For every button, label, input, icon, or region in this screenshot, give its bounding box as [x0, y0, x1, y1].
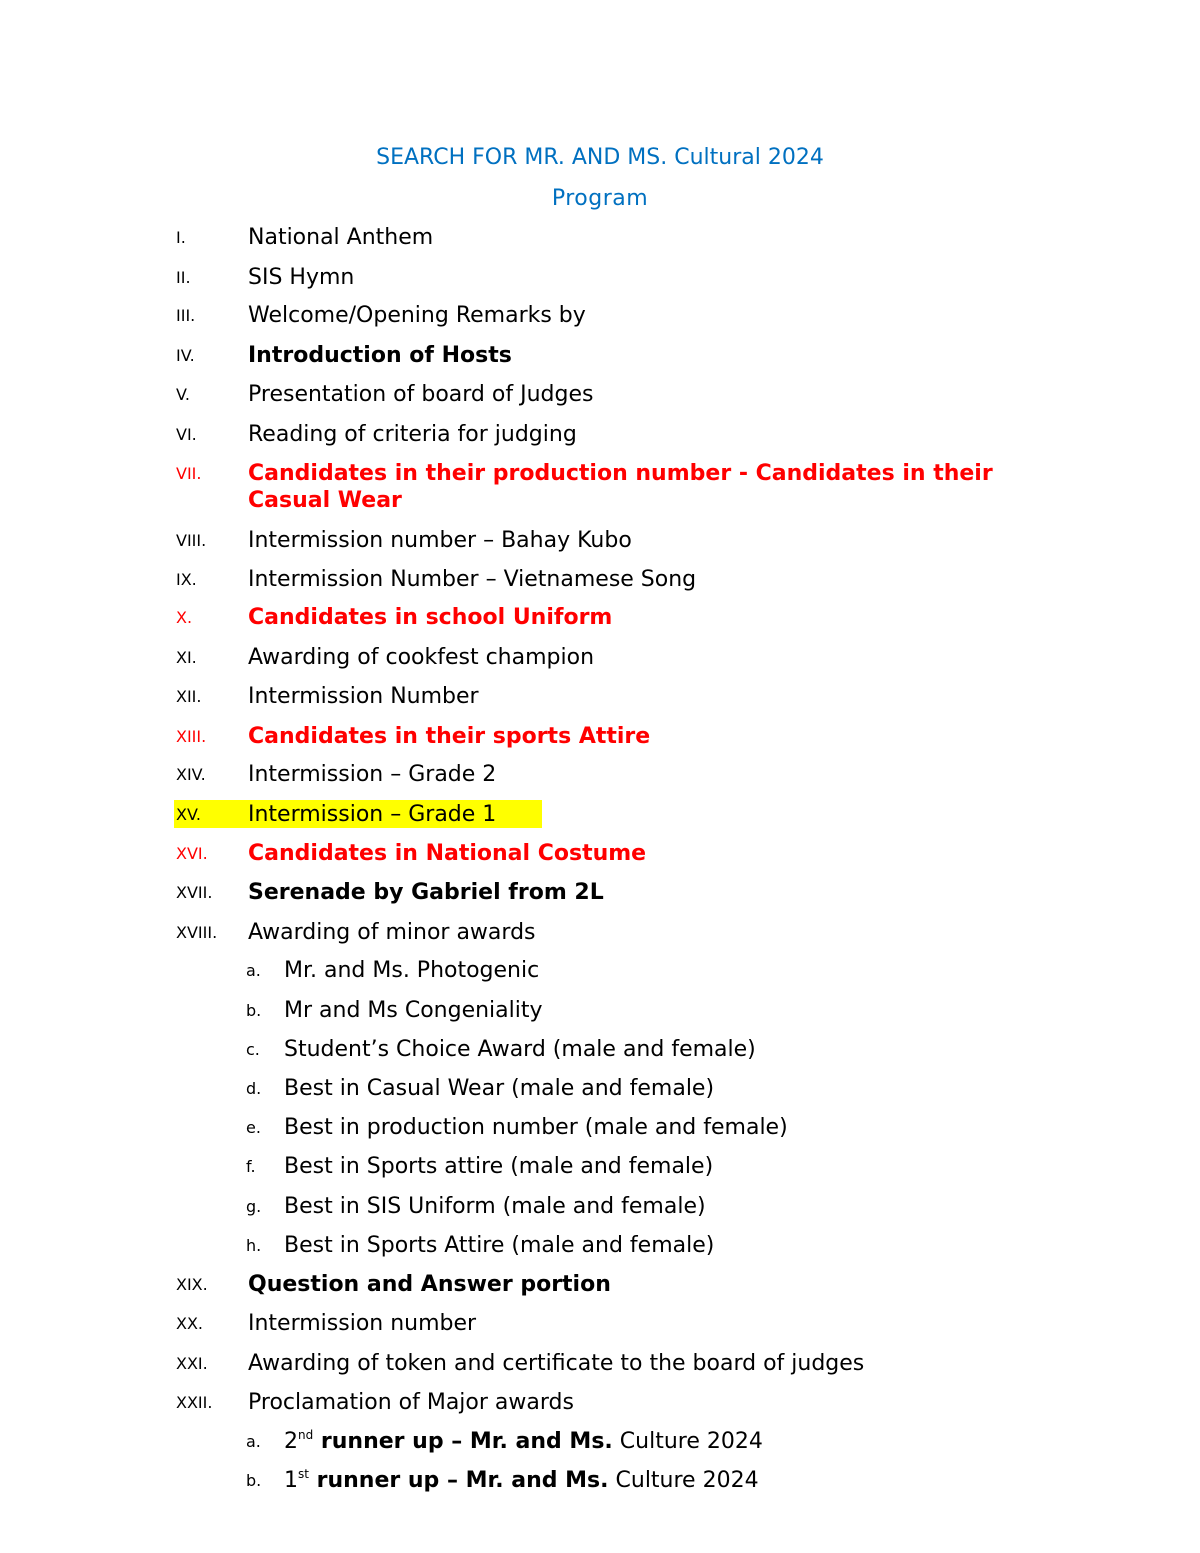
item-text: Serenade by Gabriel from 2L: [248, 880, 604, 905]
item-number: XXII.: [176, 1393, 213, 1412]
item-text: National Anthem: [248, 225, 434, 250]
item-text: Question and Answer portion: [248, 1272, 611, 1297]
item-text: Candidates in their sports Attire: [248, 724, 651, 749]
sub-item-text: Best in Casual Wear (male and female): [284, 1076, 715, 1101]
item-number: II.: [176, 268, 191, 287]
sub-item-text: [284, 1428, 1104, 1455]
item-number: XVIII.: [176, 923, 218, 942]
item-number: IV.: [176, 346, 195, 365]
item-text: Presentation of board of Judges: [248, 382, 594, 407]
item-number: IX.: [176, 570, 197, 589]
item-number: XIX.: [176, 1275, 208, 1294]
document-subtitle: Program: [551, 186, 649, 211]
sub-item-letter: a.: [246, 961, 261, 980]
item-number: XIV.: [176, 765, 206, 784]
item-text: Intermission – Grade 1: [248, 802, 497, 827]
item-number: VI.: [176, 425, 197, 444]
item-number: XIII.: [176, 727, 207, 746]
item-number: XXI.: [176, 1354, 208, 1373]
sub-item-text: Best in SIS Uniform (male and female): [284, 1194, 706, 1219]
item-number: XVI.: [176, 844, 208, 863]
item-text: Intermission number: [248, 1311, 477, 1336]
award-rest-text: Culture 2024: [612, 1429, 763, 1454]
item-text: Welcome/Opening Remarks by: [248, 303, 586, 328]
ordinal-suffix: nd: [298, 1428, 314, 1442]
ordinal-number: 2: [284, 1429, 298, 1454]
sub-item-text: [284, 1467, 1104, 1494]
sub-item-letter: f.: [246, 1157, 256, 1176]
item-number: I.: [176, 228, 186, 247]
ordinal-number: 1: [284, 1468, 298, 1493]
item-text: Awarding of minor awards: [248, 920, 536, 945]
item-text: Awarding of token and certificate to the board of judges: [248, 1351, 865, 1376]
sub-item-letter: e.: [246, 1118, 261, 1137]
sub-item-letter: c.: [246, 1040, 260, 1059]
award-rest-text: Culture 2024: [608, 1468, 759, 1493]
item-number: XII.: [176, 687, 202, 706]
item-number: XX.: [176, 1314, 204, 1333]
item-number: VIII.: [176, 531, 207, 550]
item-text: Candidates in their production number - Candidates in their Casual Wear: [248, 461, 993, 513]
item-number: XI.: [176, 648, 197, 667]
document-title: SEARCH FOR MR. AND MS. Cultural 2024: [376, 145, 824, 170]
sub-item-letter: h.: [246, 1236, 262, 1255]
item-text: SIS Hymn: [248, 265, 355, 290]
sub-item-letter: g.: [246, 1197, 262, 1216]
item-number: X.: [176, 608, 193, 627]
item-text: Introduction of Hosts: [248, 343, 512, 368]
sub-item-letter: d.: [246, 1079, 262, 1098]
item-text: Awarding of cookfest champion: [248, 645, 595, 670]
ordinal-suffix: st: [298, 1467, 309, 1481]
award-bold-text: runner up – Mr. and Ms.: [313, 1429, 613, 1454]
item-text: Intermission Number: [248, 684, 479, 709]
sub-item-letter: b.: [246, 1471, 262, 1490]
sub-item-text: Best in Sports attire (male and female): [284, 1154, 714, 1179]
item-number: XV.: [176, 805, 201, 824]
sub-item-text: Best in Sports Attire (male and female): [284, 1233, 715, 1258]
item-text: Intermission – Grade 2: [248, 762, 497, 787]
item-number: V.: [176, 385, 190, 404]
item-text: Candidates in National Costume: [248, 841, 647, 866]
sub-item-letter: b.: [246, 1001, 262, 1020]
item-text: Candidates in school Uniform: [248, 605, 613, 630]
sub-item-text: Best in production number (male and female): [284, 1115, 788, 1140]
item-number: XVII.: [176, 883, 213, 902]
sub-item-letter: a.: [246, 1432, 261, 1451]
sub-item-text: Student’s Choice Award (male and female): [284, 1037, 756, 1062]
sub-item-text: Mr and Ms Congeniality: [284, 998, 543, 1023]
item-text: Intermission Number – Vietnamese Song: [248, 567, 697, 592]
award-bold-text: runner up – Mr. and Ms.: [308, 1468, 609, 1493]
item-number: VII.: [176, 464, 202, 483]
item-text: Proclamation of Major awards: [248, 1390, 574, 1415]
sub-item-text: Mr. and Ms. Photogenic: [284, 958, 540, 983]
item-number: III.: [176, 306, 196, 325]
item-text: Intermission number – Bahay Kubo: [248, 528, 632, 553]
item-text: Reading of criteria for judging: [248, 422, 577, 447]
